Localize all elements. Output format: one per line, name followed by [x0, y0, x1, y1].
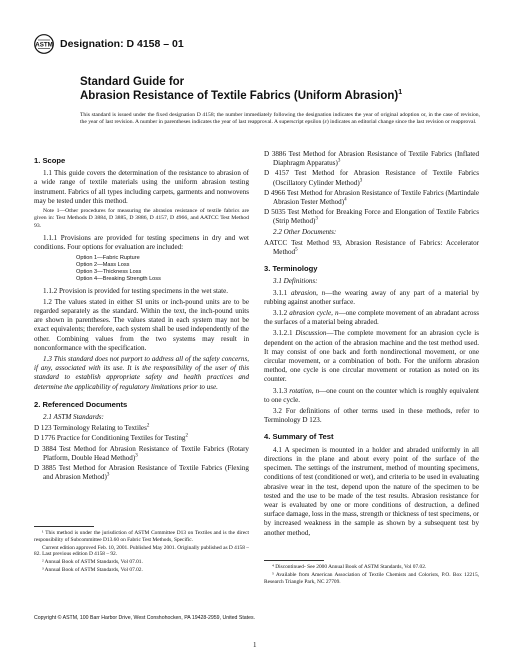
ref-footnote-mark: 3: [135, 453, 138, 459]
copyright-line: Copyright © ASTM, 100 Barr Harbor Drive, West Conshohocken, PA 19428-2959, United States.: [34, 615, 256, 621]
footnote: ⁵ Available from American Association of Textile Chemists and Colorists, P.O. Box 12215, Research Triangle Park, NC 27709.: [264, 571, 479, 585]
footnotes-left: [34, 530, 249, 575]
term: rotation, n: [289, 386, 320, 395]
reference-item: [264, 189, 479, 207]
left-column: [34, 150, 249, 484]
reference-item: [264, 208, 479, 226]
para-3-2: 3.2 For definitions of other terms used in these methods, refer to Terminology D 123.: [264, 407, 479, 425]
reference-item: [34, 464, 249, 482]
sub-definitions: 3.1 Definitions:: [273, 277, 318, 286]
para-1-1-2: 1.1.2 Provision is provided for testing specimens in the wet state.: [43, 286, 229, 295]
ref-code: D 3884: [34, 444, 57, 453]
ref-title: AATCC Test Method 93, Abrasion Resistance of Fabrics: Accelerator Method: [264, 238, 479, 257]
title-line1: Standard Guide for: [80, 76, 185, 88]
reference-item: [34, 434, 249, 443]
footnote: Current edition approved Feb. 10, 2001. Published May 2001. Originally published as D 4158 – 82. Last previous edition D 4158 – 92.: [34, 544, 249, 558]
definition-abrasion: 3.1.1 abrasion, n—the wearing away of any part of a material by rubbing against another surface.: [264, 288, 480, 306]
definition-abrasion-cycle: 3.1.2 abrasion cycle, n—one complete movement of an abradant across the surfaces of a material being abraded.: [264, 309, 479, 327]
footnote-rule-left: [34, 526, 94, 527]
ref-title: Test Method for Abrasion Resistance of Textile Fabrics (Martindale Abrasion Tester Method): [273, 188, 479, 207]
para-1-2: 1.2 The values stated in either SI units or inch-pound units are to be regarded separately as the standard. Within the text, the inch-pound units are shown in parentheses. The values stated in each system may not be exact equivalents; therefore, each system shall be used independently of the other. Combining values from the two systems may result in nonconformance with the specification.: [34, 297, 249, 352]
ref-footnote-mark: 3: [359, 178, 363, 184]
ref-footnote-mark: 5: [295, 247, 298, 253]
ref-title: Test Method for Abrasion Resistance of Textile Fabrics (Flexing and Abrasion Method): [43, 464, 249, 482]
title-footnote-mark: 1: [398, 89, 403, 97]
ref-footnote-mark: 3: [315, 217, 318, 223]
footnotes-right: [264, 564, 479, 586]
ref-footnote-mark: 2: [146, 423, 150, 429]
section-heading-references: 2. Referenced Documents: [34, 399, 128, 409]
footnote: ¹ This method is under the jurisdiction of ASTM Committee D13 on Textiles and is the direct responsibility of Subcommittee D13.60 on Fabric Test Methods, Specific.: [34, 530, 249, 543]
term: abrasion, n: [290, 288, 326, 297]
discussion: 3.1.2.1 Discussion—The complete movement for an abrasion cycle is dependent on the action of the abrasion machine and the test method used. It may consist of one back and forth nondirectional movement, or one circular movement, or a combination of both. For the uniform abrasion method, one cycle is one circular movement or rotation as noted on its counter.: [264, 329, 479, 384]
section-heading-scope: 1. Scope: [34, 156, 66, 165]
ref-code: D 3885: [34, 464, 57, 473]
reference-item: [34, 445, 249, 463]
definition-text: —one complete movement of an abradant across the surfaces of a material being abraded.: [264, 309, 479, 327]
footnote: ² Annual Book of ASTM Standards, Vol 07.01.: [42, 559, 143, 566]
title-block: [80, 76, 480, 103]
section-heading-terminology: 3. Terminology: [264, 264, 318, 274]
ref-code: D 5035: [264, 208, 286, 217]
term: abrasion cycle, n: [289, 309, 339, 318]
para-1-1: 1.1 This guide covers the determination of the resistance to abrasion of a wide range of textile materials using the uniform abrasion testing instrument. Fabrics of all types including carpets, garments and nonwovens may be tested under this method.: [34, 169, 249, 205]
option-item: Option 3—Thickness Loss: [76, 268, 142, 275]
ref-title: Test Method for Abrasion Resistance of Textile Fabrics (Oscillatory Cylinder Method): [273, 169, 479, 187]
reference-item: [34, 424, 249, 433]
reference-item: [264, 169, 479, 187]
ref-code: D 3886: [264, 150, 287, 158]
option-item: Option 4—Breaking Strength Loss: [76, 275, 161, 282]
right-column: [264, 150, 479, 540]
ref-code: D 1776: [34, 434, 56, 443]
ref-title: Test Method for Abrasion Resistance of Textile Fabrics (Rotary Platform, Double Head Method): [43, 444, 249, 462]
ref-footnote-mark: 4: [344, 197, 347, 203]
note-1: Note 1—Other procedures for measuring the abrasion resistance of textile fabrics are given in: Test Methods D 3884, D 3885, D 3886, D 4157, D 4966, and AATCC Test Method 93.: [34, 208, 249, 229]
discussion-text: —The complete movement for an abrasion cycle is dependent on the action of the abrasion machine and the test method used. It may consist of one back and forth nondirectional movement, or one circular movement, or a combination of both. For the uniform abrasion method, one cycle is one circular movement or rotation as noted on its counter.: [264, 329, 479, 384]
footnote: ⁴ Discontinued- See 2000 Annual Book of ASTM Standards, Vol 07.02.: [272, 564, 427, 570]
ref-footnote-mark: 3: [337, 158, 341, 164]
svg-text:ASTM: ASTM: [35, 41, 53, 49]
option-item: Option 2—Mass Loss: [76, 261, 130, 268]
title-main: Abrasion Resistance of Textile Fabrics (Uniform Abrasion): [80, 90, 399, 102]
title-line2: [80, 89, 480, 103]
ref-title: Test Method for Abrasion Resistance of Textile Fabrics (Inflated Diaphragm Apparatus): [273, 150, 479, 168]
para-1-1-1: 1.1.1 Provisions are provided for testing specimens in dry and wet conditions. Four options for evaluation are included:: [34, 234, 249, 252]
option-item: Option 1—Fabric Rupture: [76, 254, 140, 261]
ref-code: D 4966: [264, 188, 286, 197]
discussion-label: Discussion: [295, 329, 327, 338]
para-4-1: 4.1 A specimen is mounted in a holder and abraded uniformly in all directions in the plane and about every point of the surface of the specimen. The settings of the instrument, method of mounting specimens, conditions of test (conditioned or wet), and criteria to be used in evaluating abrasive wear in the test, depend upon the nature of the specimen to be tested and the use to be made of the test results. Abrasion resistance for wear is evaluated by one or more conditions of destruction, a defined surface damage, loss in the mass, strength or thickness of test specimens, or by increased weakness in the sample as shown by a subsequent test by another method,: [264, 445, 479, 537]
footnote: ³ Annual Book of ASTM Standards, Vol 07.02.: [42, 566, 143, 573]
header: [34, 34, 184, 54]
standard-issue-note: This standard is issued under the fixed designation D 4158; the number immediately following the designation indicates the year of original adoption or, in the case of revision, the year of last revision. A number in parentheses indicates the year of last reapproval. A superscript epsilon (ε) indicates an editorial change since the last revision or reapproval.: [80, 112, 480, 126]
sub-astm-standards: 2.1 ASTM Standards:: [43, 413, 104, 422]
footnote-rule-right: [264, 560, 324, 561]
page-number: 1: [253, 641, 257, 649]
reference-item: [264, 239, 479, 257]
ref-code: D 123: [34, 424, 52, 433]
ref-title: Terminology Relating to Textiles: [53, 424, 147, 433]
para-1-3: 1.3 This standard does not purport to address all of the safety concerns, if any, associated with its use. It is the responsibility of the user of this standard to establish appropriate safety and health practices and determine the applicability of regulatory limitations prior to use.: [34, 355, 249, 391]
definition-text: —the wearing away of any part of a material by rubbing against another surface.: [264, 288, 480, 306]
sub-other-documents: 2.2 Other Documents:: [273, 227, 337, 236]
reference-item: [264, 150, 479, 168]
definition-text: —one count on the counter which is roughly equivalent to one cycle.: [264, 386, 479, 404]
ref-footnote-mark: 3: [106, 472, 110, 478]
ref-footnote-mark: 2: [185, 434, 188, 440]
ref-code: D 4157: [264, 169, 290, 178]
ref-title: Practice for Conditioning Textiles for Testing: [56, 434, 186, 443]
section-heading-summary: 4. Summary of Test: [264, 432, 334, 442]
options-list: [34, 255, 249, 283]
definition-rotation: 3.1.3 rotation, n—one count on the counter which is roughly equivalent to one cycle.: [264, 386, 479, 404]
designation: Designation: D 4158 – 01: [60, 38, 184, 50]
astm-logo: [34, 34, 54, 54]
ref-title: Test Method for Breaking Force and Elongation of Textile Fabrics (Strip Method): [273, 208, 479, 226]
